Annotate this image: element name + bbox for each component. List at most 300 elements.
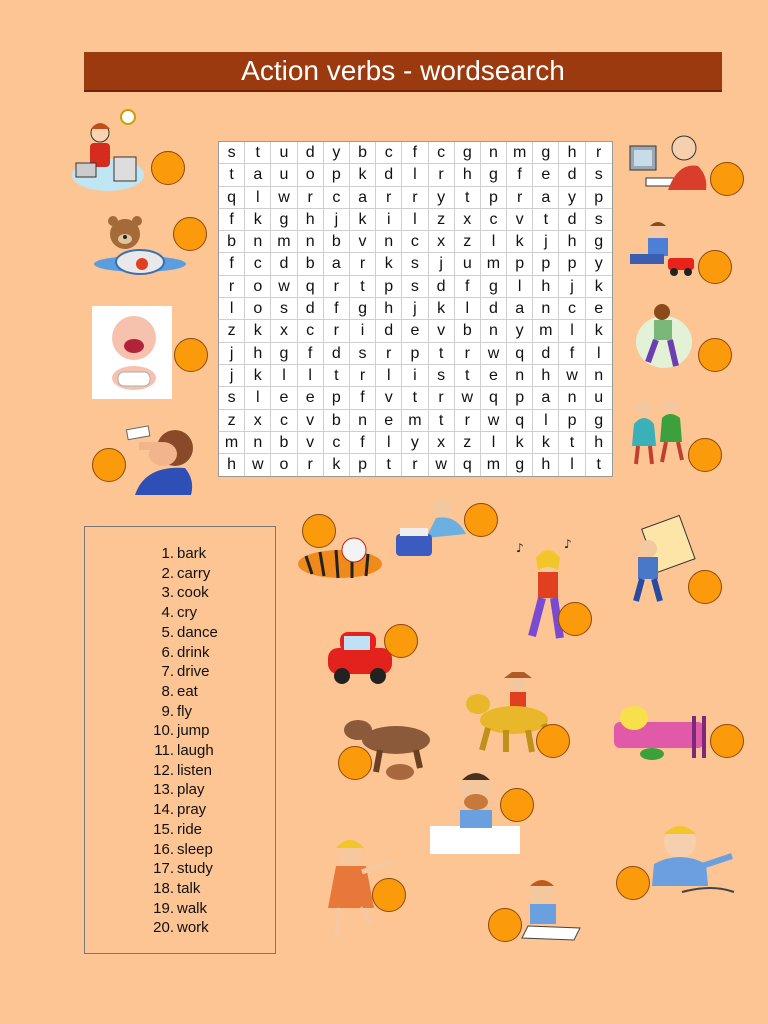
grid-letter[interactable]: r: [507, 187, 533, 209]
grid-letter[interactable]: w: [271, 276, 297, 298]
grid-letter[interactable]: f: [219, 209, 245, 231]
grid-letter[interactable]: c: [271, 410, 297, 432]
grid-letter[interactable]: e: [271, 387, 297, 409]
man-on-phone-picture-icon: [642, 820, 738, 900]
grid-letter[interactable]: a: [533, 187, 559, 209]
grid-letter[interactable]: v: [298, 410, 324, 432]
girl-in-bed-picture-icon: [604, 702, 710, 762]
grid-letter[interactable]: u: [586, 387, 612, 409]
grid-letter[interactable]: l: [559, 454, 585, 476]
grid-letter[interactable]: s: [219, 387, 245, 409]
grid-letter[interactable]: n: [507, 365, 533, 387]
grid-letter[interactable]: k: [586, 276, 612, 298]
word-text: walk: [177, 899, 208, 917]
grid-letter[interactable]: q: [507, 343, 533, 365]
grid-letter[interactable]: a: [324, 253, 350, 275]
answer-circle[interactable]: [698, 338, 732, 372]
grid-letter[interactable]: p: [559, 253, 585, 275]
word-text: work: [177, 919, 209, 937]
grid-letter[interactable]: x: [429, 231, 455, 253]
grid-letter[interactable]: q: [507, 410, 533, 432]
grid-letter[interactable]: e: [376, 410, 402, 432]
grid-letter[interactable]: l: [298, 365, 324, 387]
grid-letter[interactable]: a: [350, 187, 376, 209]
grid-letter[interactable]: z: [219, 410, 245, 432]
grid-letter[interactable]: q: [298, 276, 324, 298]
grid-letter[interactable]: t: [376, 454, 402, 476]
grid-letter[interactable]: y: [586, 253, 612, 275]
word-list-item: [149, 800, 218, 820]
grid-letter[interactable]: p: [507, 387, 533, 409]
grid-letter[interactable]: j: [402, 298, 428, 320]
grid-letter[interactable]: g: [481, 164, 507, 186]
grid-letter[interactable]: v: [350, 231, 376, 253]
grid-letter[interactable]: p: [324, 164, 350, 186]
word-list-item: [149, 820, 218, 840]
grid-letter[interactable]: f: [350, 387, 376, 409]
grid-letter[interactable]: k: [245, 365, 271, 387]
answer-circle[interactable]: [384, 624, 418, 658]
grid-letter[interactable]: r: [298, 454, 324, 476]
grid-letter[interactable]: d: [298, 142, 324, 164]
grid-letter[interactable]: t: [596, 456, 601, 474]
word-number: 10.: [153, 722, 174, 740]
grid-letter[interactable]: h: [559, 231, 585, 253]
grid-letter[interactable]: c: [429, 142, 455, 164]
grid-letter[interactable]: g: [271, 209, 297, 231]
grid-letter[interactable]: r: [350, 365, 376, 387]
grid-letter[interactable]: a: [507, 298, 533, 320]
word-number: 14.: [153, 801, 174, 819]
grid-letter[interactable]: k: [245, 209, 271, 231]
word-list-item: [149, 623, 218, 643]
word-number: 12.: [153, 761, 174, 779]
grid-letter[interactable]: r: [324, 276, 350, 298]
word-number: 20.: [153, 919, 174, 937]
cook-picture-icon: [70, 105, 145, 195]
word-number: 11.: [154, 742, 174, 760]
grid-letter[interactable]: n: [245, 432, 271, 454]
word-list-item: [149, 583, 218, 603]
grid-letter[interactable]: d: [298, 298, 324, 320]
grid-letter[interactable]: u: [455, 253, 481, 275]
word-number: 15.: [153, 820, 174, 838]
grid-letter[interactable]: n: [350, 410, 376, 432]
grid-letter[interactable]: e: [298, 387, 324, 409]
word-text: play: [177, 781, 205, 799]
grid-letter[interactable]: l: [402, 209, 428, 231]
grid-letter[interactable]: f: [350, 432, 376, 454]
grid-letter[interactable]: l: [245, 387, 271, 409]
grid-letter[interactable]: r: [350, 253, 376, 275]
grid-letter[interactable]: j: [429, 253, 455, 275]
word-number: 5.: [161, 623, 174, 641]
word-text: cry: [177, 604, 197, 622]
grid-letter[interactable]: t: [559, 432, 585, 454]
grid-letter[interactable]: y: [402, 432, 428, 454]
answer-circle[interactable]: [92, 448, 126, 482]
grid-letter[interactable]: x: [455, 209, 481, 231]
word-list-item: [149, 603, 218, 623]
grid-letter[interactable]: k: [245, 320, 271, 342]
grid-letter[interactable]: q: [481, 387, 507, 409]
grid-letter[interactable]: t: [429, 343, 455, 365]
grid-letter[interactable]: s: [586, 164, 612, 186]
grid-letter[interactable]: d: [324, 343, 350, 365]
grid-letter[interactable]: n: [298, 231, 324, 253]
word-text: fly: [177, 702, 192, 720]
grid-letter[interactable]: p: [533, 253, 559, 275]
answer-circle[interactable]: [688, 438, 722, 472]
grid-letter[interactable]: r: [402, 187, 428, 209]
grid-letter[interactable]: g: [507, 454, 533, 476]
grid-letter[interactable]: l: [376, 365, 402, 387]
word-list-item: [149, 840, 218, 860]
grid-letter[interactable]: n: [245, 231, 271, 253]
word-list-item: [149, 682, 218, 702]
grid-letter[interactable]: j: [219, 343, 245, 365]
grid-letter[interactable]: p: [559, 410, 585, 432]
word-list: [149, 544, 218, 938]
grid-letter[interactable]: t: [245, 142, 271, 164]
grid-letter[interactable]: l: [559, 320, 585, 342]
word-list-item: [149, 721, 218, 741]
grid-letter[interactable]: h: [533, 365, 559, 387]
grid-letter[interactable]: k: [350, 164, 376, 186]
grid-letter[interactable]: b: [324, 231, 350, 253]
word-text: carry: [177, 564, 211, 582]
grid-letter[interactable]: p: [481, 187, 507, 209]
grid-letter[interactable]: c: [376, 142, 402, 164]
grid-letter[interactable]: r: [376, 343, 402, 365]
grid-letter[interactable]: m: [219, 432, 245, 454]
answer-circle[interactable]: [151, 151, 185, 185]
grid-letter[interactable]: f: [455, 276, 481, 298]
grid-letter[interactable]: i: [350, 320, 376, 342]
grid-letter[interactable]: f: [402, 142, 428, 164]
grid-letter[interactable]: y: [324, 142, 350, 164]
grid-letter[interactable]: t: [429, 410, 455, 432]
word-number: 19.: [153, 899, 174, 917]
answer-circle[interactable]: [536, 724, 570, 758]
word-list-item: [149, 879, 218, 899]
grid-letter[interactable]: q: [219, 187, 245, 209]
grid-letter[interactable]: y: [559, 187, 585, 209]
grid-letter[interactable]: l: [402, 164, 428, 186]
grid-letter[interactable]: t: [455, 365, 481, 387]
grid-letter[interactable]: u: [271, 164, 297, 186]
word-list-item: [149, 544, 218, 564]
grid-letter[interactable]: d: [481, 298, 507, 320]
grid-letter[interactable]: h: [245, 343, 271, 365]
word-number: 4.: [161, 604, 174, 622]
grid-letter[interactable]: p: [376, 276, 402, 298]
grid-letter[interactable]: w: [481, 343, 507, 365]
answer-circle[interactable]: [558, 602, 592, 636]
grid-letter[interactable]: f: [298, 343, 324, 365]
grid-letter[interactable]: d: [271, 253, 297, 275]
grid-letter[interactable]: k: [324, 454, 350, 476]
grid-letter[interactable]: l: [455, 298, 481, 320]
grid-letter[interactable]: v: [429, 320, 455, 342]
word-text: jump: [177, 722, 210, 740]
word-list-item: [149, 761, 218, 781]
word-text: pray: [177, 801, 207, 819]
grid-letter[interactable]: c: [245, 253, 271, 275]
word-text: bark: [177, 545, 207, 562]
grid-letter[interactable]: h: [559, 142, 585, 164]
grid-letter[interactable]: r: [455, 410, 481, 432]
word-list-item: [149, 702, 218, 722]
grid-letter[interactable]: h: [219, 454, 245, 476]
word-text: drink: [177, 643, 210, 661]
grid-letter[interactable]: t: [350, 276, 376, 298]
grid-letter[interactable]: p: [402, 343, 428, 365]
grid-letter[interactable]: k: [507, 432, 533, 454]
word-text: ride: [177, 820, 203, 838]
grid-letter[interactable]: e: [586, 298, 612, 320]
grid-letter[interactable]: n: [559, 387, 585, 409]
grid-letter[interactable]: d: [429, 276, 455, 298]
grid-letter[interactable]: b: [298, 253, 324, 275]
grid-letter[interactable]: o: [298, 164, 324, 186]
grid-letter[interactable]: r: [376, 187, 402, 209]
grid-letter[interactable]: h: [298, 209, 324, 231]
grid-letter[interactable]: v: [507, 209, 533, 231]
grid-letter[interactable]: r: [586, 142, 612, 164]
grid-letter[interactable]: g: [586, 410, 612, 432]
grid-letter[interactable]: c: [481, 209, 507, 231]
grid-letter[interactable]: s: [271, 298, 297, 320]
grid-letter[interactable]: c: [402, 231, 428, 253]
word-number: 18.: [153, 879, 174, 897]
grid-letter[interactable]: y: [429, 187, 455, 209]
grid-letter[interactable]: m: [271, 231, 297, 253]
grid-letter[interactable]: j: [559, 276, 585, 298]
grid-letter[interactable]: x: [429, 432, 455, 454]
grid-letter[interactable]: f: [219, 253, 245, 275]
grid-letter[interactable]: s: [219, 142, 245, 164]
grid-letter[interactable]: e: [402, 320, 428, 342]
grid-letter[interactable]: m: [507, 142, 533, 164]
grid-letter[interactable]: l: [376, 432, 402, 454]
grid-letter[interactable]: n: [481, 142, 507, 164]
grid-letter[interactable]: g: [481, 276, 507, 298]
grid-letter[interactable]: r: [402, 454, 428, 476]
grid-letter[interactable]: t: [533, 209, 559, 231]
grid-letter[interactable]: o: [271, 454, 297, 476]
grid-letter[interactable]: r: [429, 387, 455, 409]
grid-letter[interactable]: j: [324, 209, 350, 231]
grid-letter[interactable]: w: [559, 365, 585, 387]
sleeping-boy-picture-icon: [396, 494, 476, 560]
grid-letter[interactable]: w: [271, 187, 297, 209]
word-text: laugh: [177, 742, 214, 760]
grid-letter[interactable]: n: [533, 298, 559, 320]
grid-letter[interactable]: i: [402, 365, 428, 387]
grid-letter[interactable]: e: [533, 164, 559, 186]
grid-letter[interactable]: j: [533, 231, 559, 253]
grid-letter[interactable]: k: [429, 298, 455, 320]
grid-letter[interactable]: l: [507, 276, 533, 298]
grid-letter[interactable]: b: [455, 320, 481, 342]
grid-letter[interactable]: k: [533, 432, 559, 454]
grid-letter[interactable]: l: [481, 432, 507, 454]
grid-letter[interactable]: x: [271, 320, 297, 342]
grid-letter[interactable]: r: [429, 164, 455, 186]
grid-letter[interactable]: l: [533, 410, 559, 432]
answer-circle[interactable]: [710, 162, 744, 196]
grid-letter[interactable]: l: [586, 343, 612, 365]
grid-letter[interactable]: w: [245, 454, 271, 476]
grid-letter[interactable]: b: [350, 142, 376, 164]
grid-letter[interactable]: s: [586, 209, 612, 231]
word-text: cook: [177, 584, 209, 602]
answer-circle[interactable]: [173, 217, 207, 251]
word-number: 16.: [153, 840, 174, 858]
grid-letter[interactable]: h: [533, 454, 559, 476]
grid-letter[interactable]: d: [376, 320, 402, 342]
grid-letter[interactable]: x: [245, 410, 271, 432]
answer-circle[interactable]: [488, 908, 522, 942]
grid-letter[interactable]: l: [219, 298, 245, 320]
grid-letter[interactable]: w: [455, 387, 481, 409]
grid-letter[interactable]: l: [481, 231, 507, 253]
grid-letter[interactable]: d: [559, 164, 585, 186]
grid-letter[interactable]: b: [271, 432, 297, 454]
grid-letter[interactable]: w: [481, 410, 507, 432]
grid-letter[interactable]: m: [402, 410, 428, 432]
grid-letter[interactable]: v: [298, 432, 324, 454]
grid-letter[interactable]: s: [350, 343, 376, 365]
grid-letter[interactable]: k: [376, 253, 402, 275]
grid-letter[interactable]: g: [271, 343, 297, 365]
grid-letter[interactable]: h: [586, 432, 612, 454]
grid-letter[interactable]: y: [507, 320, 533, 342]
grid-letter[interactable]: k: [586, 320, 612, 342]
grid-letter[interactable]: w: [429, 454, 455, 476]
grid-letter[interactable]: g: [455, 142, 481, 164]
grid-letter[interactable]: r: [324, 320, 350, 342]
grid-letter[interactable]: c: [324, 187, 350, 209]
answer-circle[interactable]: [464, 503, 498, 537]
grid-letter[interactable]: p: [324, 387, 350, 409]
word-number: 6.: [161, 643, 174, 661]
grid-letter[interactable]: k: [507, 231, 533, 253]
grid-letter[interactable]: m: [481, 454, 507, 476]
grid-letter[interactable]: z: [455, 432, 481, 454]
answer-circle[interactable]: [710, 724, 744, 758]
grid-letter[interactable]: t: [219, 164, 245, 186]
grid-letter[interactable]: n: [481, 320, 507, 342]
grid-letter[interactable]: m: [481, 253, 507, 275]
grid-letter[interactable]: d: [559, 209, 585, 231]
grid-letter[interactable]: z: [219, 320, 245, 342]
word-list-item: [149, 918, 218, 938]
answer-circle[interactable]: [616, 866, 650, 900]
grid-letter[interactable]: j: [219, 365, 245, 387]
grid-letter[interactable]: f: [559, 343, 585, 365]
laughing-tiger-picture-icon: [294, 534, 386, 584]
grid-letter[interactable]: s: [402, 253, 428, 275]
grid-letter[interactable]: l: [245, 187, 271, 209]
grid-letter[interactable]: f: [507, 164, 533, 186]
grid-letter[interactable]: h: [376, 298, 402, 320]
grid-letter[interactable]: r: [455, 343, 481, 365]
grid-letter[interactable]: o: [245, 276, 271, 298]
grid-letter[interactable]: z: [429, 209, 455, 231]
walking-boy-picture-icon: [634, 302, 694, 372]
grid-letter[interactable]: b: [219, 231, 245, 253]
grid-letter[interactable]: g: [533, 142, 559, 164]
grid-letter[interactable]: p: [507, 253, 533, 275]
word-text: talk: [177, 879, 201, 897]
grid-letter[interactable]: t: [324, 365, 350, 387]
grid-letter[interactable]: p: [350, 454, 376, 476]
word-number: 1.: [161, 545, 174, 562]
word-list-item: [149, 899, 218, 919]
grid-letter[interactable]: i: [376, 209, 402, 231]
word-number: 8.: [161, 682, 174, 700]
word-list-item: [149, 859, 218, 879]
grid-letter[interactable]: o: [245, 298, 271, 320]
grid-letter[interactable]: a: [533, 387, 559, 409]
grid-letter[interactable]: r: [298, 187, 324, 209]
grid-letter[interactable]: b: [324, 410, 350, 432]
grid-letter[interactable]: n: [376, 231, 402, 253]
grid-letter[interactable]: l: [271, 365, 297, 387]
grid-letter[interactable]: g: [350, 298, 376, 320]
grid-letter[interactable]: m: [533, 320, 559, 342]
grid-letter[interactable]: q: [455, 454, 481, 476]
grid-letter[interactable]: e: [481, 365, 507, 387]
answer-circle[interactable]: [174, 338, 208, 372]
grid-letter[interactable]: h: [455, 164, 481, 186]
grid-letter[interactable]: s: [429, 365, 455, 387]
answer-circle[interactable]: [698, 250, 732, 284]
page-title: Action verbs - wordsearch: [84, 52, 722, 92]
grid-letter[interactable]: r: [219, 276, 245, 298]
grid-letter[interactable]: d: [533, 343, 559, 365]
grid-letter[interactable]: t: [455, 187, 481, 209]
answer-circle[interactable]: [338, 746, 372, 780]
answer-circle[interactable]: [500, 788, 534, 822]
answer-circle[interactable]: [372, 878, 406, 912]
word-text: eat: [177, 682, 198, 700]
grid-letter[interactable]: f: [324, 298, 350, 320]
grid-letter[interactable]: p: [586, 187, 612, 209]
grid-letter[interactable]: c: [559, 298, 585, 320]
wordsearch-grid: [218, 141, 613, 477]
grid-letter[interactable]: a: [245, 164, 271, 186]
grid-letter[interactable]: k: [350, 209, 376, 231]
grid-letter[interactable]: d: [376, 164, 402, 186]
grid-letter[interactable]: u: [271, 142, 297, 164]
answer-circle[interactable]: [688, 570, 722, 604]
studying-boy-picture-icon: [518, 876, 584, 944]
grid-letter[interactable]: g: [586, 231, 612, 253]
word-number: 7.: [161, 663, 174, 681]
grid-letter[interactable]: t: [402, 387, 428, 409]
grid-letter[interactable]: s: [402, 276, 428, 298]
grid-letter[interactable]: v: [376, 387, 402, 409]
word-list-box: [84, 526, 276, 954]
grid-letter[interactable]: c: [324, 432, 350, 454]
grid-letter[interactable]: n: [586, 365, 612, 387]
grid-letter[interactable]: z: [455, 231, 481, 253]
grid-letter[interactable]: c: [298, 320, 324, 342]
grid-letter[interactable]: h: [533, 276, 559, 298]
